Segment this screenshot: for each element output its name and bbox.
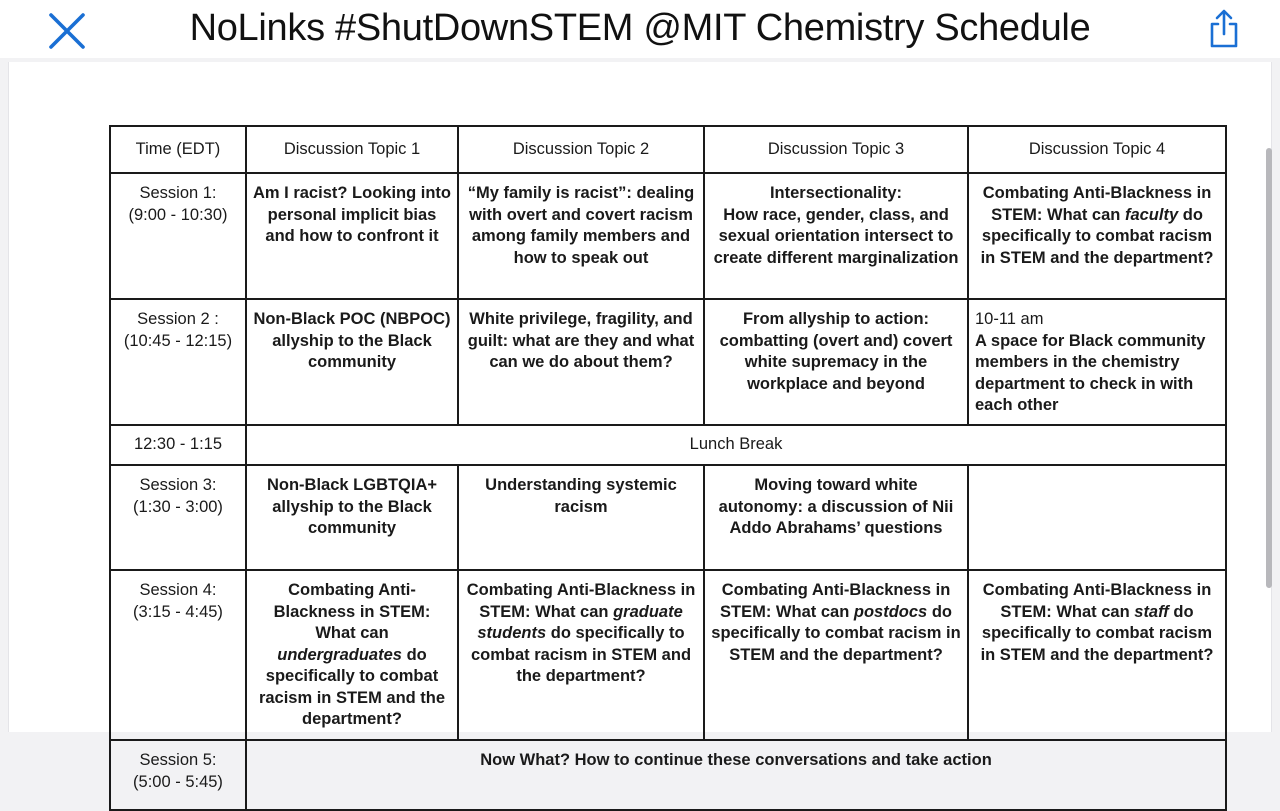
table-row-session-5 bbox=[110, 740, 1226, 810]
session-3-topic-4 bbox=[968, 465, 1226, 570]
topic-title: Intersectionality: bbox=[769, 184, 903, 202]
topic-text-start: Combating Anti-Blackness in STEM: What can bbox=[273, 581, 431, 642]
session-3-topic-2: Understanding systemic racism bbox=[458, 465, 704, 570]
document-page bbox=[8, 62, 1272, 791]
session-time: (9:00 - 10:30) bbox=[128, 205, 228, 224]
session-time: (5:00 - 5:45) bbox=[133, 772, 223, 791]
session-label: Session 3: bbox=[139, 476, 217, 494]
session-time: (3:15 - 4:45) bbox=[133, 602, 223, 621]
lunch-break-label: Lunch Break bbox=[246, 425, 1226, 465]
session-5-time-cell bbox=[110, 740, 246, 810]
session-2-topic-2: White privilege, fragility, and guilt: what are they and what can we do about them? bbox=[458, 299, 704, 425]
lunch-time: 12:30 - 1:15 bbox=[110, 425, 246, 465]
table-row-session-4 bbox=[110, 570, 1226, 740]
session-2-topic-4 bbox=[968, 299, 1226, 425]
topic-audience: postdocs bbox=[853, 602, 928, 621]
session-1-topic-4 bbox=[968, 173, 1226, 299]
session-label: Session 5: bbox=[139, 751, 217, 769]
session-label: Session 1: bbox=[139, 184, 217, 202]
session-4-time-cell bbox=[110, 570, 246, 740]
page-title: NoLinks #ShutDownSTEM @MIT Chemistry Schedule bbox=[189, 7, 1091, 49]
table-row-lunch bbox=[110, 425, 1226, 465]
share-icon bbox=[1204, 8, 1244, 50]
close-x-icon bbox=[46, 11, 88, 51]
session-time: (1:30 - 3:00) bbox=[133, 497, 223, 516]
session-3-topic-3: Moving toward white autonomy: a discussion of Nii Addo Abrahams’ questions bbox=[704, 465, 968, 570]
header-topic-3: Discussion Topic 3 bbox=[704, 126, 968, 173]
scrollbar[interactable] bbox=[1266, 148, 1272, 588]
topic-text-start: Combating Anti-Blackness in STEM: What can bbox=[982, 581, 1212, 621]
topic-text-start: Combating Anti-Blackness in STEM: What can bbox=[982, 184, 1212, 224]
session-label: Session 2 : bbox=[137, 310, 219, 328]
table-row-session-1 bbox=[110, 173, 1226, 299]
topic-text-end: do specifically to combat racism in STEM and the department? bbox=[258, 645, 446, 728]
table-header-row bbox=[110, 126, 1226, 173]
session-1-time-cell bbox=[110, 173, 246, 299]
table-row-session-2 bbox=[110, 299, 1226, 425]
top-bar bbox=[0, 0, 1280, 58]
topic-description: How race, gender, class, and sexual orientation intersect to create different marginalization bbox=[713, 205, 959, 267]
topic-text-end: do specifically to combat racism in STEM and the department? bbox=[980, 602, 1214, 664]
session-1-topic-3 bbox=[704, 173, 968, 299]
header-topic-2: Discussion Topic 2 bbox=[458, 126, 704, 173]
topic-audience: graduate students bbox=[477, 602, 683, 642]
session-3-topic-1: Non-Black LGBTQIA+ allyship to the Black community bbox=[246, 465, 458, 570]
session-1-topic-1: Am I racist? Looking into personal implicit bias and how to confront it bbox=[246, 173, 458, 299]
session-2-topic-1: Non-Black POC (NBPOC) allyship to the Black community bbox=[246, 299, 458, 425]
session-3-time-cell bbox=[110, 465, 246, 570]
table-row-session-3 bbox=[110, 465, 1226, 570]
header-topic-4: Discussion Topic 4 bbox=[968, 126, 1226, 173]
session-1-topic-2: “My family is racist”: dealing with overt and covert racism among family members and how to speak out bbox=[458, 173, 704, 299]
topic-text-end: do specifically to combat racism in STEM and the department? bbox=[980, 205, 1214, 267]
topic-text-end: do specifically to combat racism in STEM and the department? bbox=[470, 624, 692, 685]
session-time: (10:45 - 12:15) bbox=[123, 331, 233, 350]
topic-text-end: do specifically to combat racism in STEM and the department? bbox=[711, 602, 961, 664]
header-topic-1: Discussion Topic 1 bbox=[246, 126, 458, 173]
header-time: Time (EDT) bbox=[110, 126, 246, 173]
session-4-topic-2 bbox=[458, 570, 704, 740]
topic-audience: undergraduates bbox=[277, 645, 402, 664]
session-2-topic-3: From allyship to action: combatting (overt and) covert white supremacy in the workplace and beyond bbox=[704, 299, 968, 425]
close-button[interactable] bbox=[46, 11, 88, 51]
topic-text-start: Combating Anti-Blackness in STEM: What can bbox=[720, 581, 951, 621]
session-4-topic-3 bbox=[704, 570, 968, 740]
session-4-topic-1 bbox=[246, 570, 458, 740]
session-5-topic: Now What? How to continue these conversations and take action bbox=[246, 740, 1226, 810]
topic-audience: faculty bbox=[1124, 205, 1179, 224]
schedule-table bbox=[109, 125, 1227, 811]
session-4-topic-4 bbox=[968, 570, 1226, 740]
topic-audience: staff bbox=[1134, 602, 1169, 621]
share-button[interactable] bbox=[1204, 8, 1244, 50]
topic-text-start: Combating Anti-Blackness in STEM: What can bbox=[466, 581, 696, 621]
topic-time-note: 10-11 am bbox=[975, 310, 1044, 328]
session-2-time-cell bbox=[110, 299, 246, 425]
topic-text: A space for Black community members in the chemistry department to check in with each other bbox=[975, 331, 1206, 414]
session-label: Session 4: bbox=[139, 581, 217, 599]
